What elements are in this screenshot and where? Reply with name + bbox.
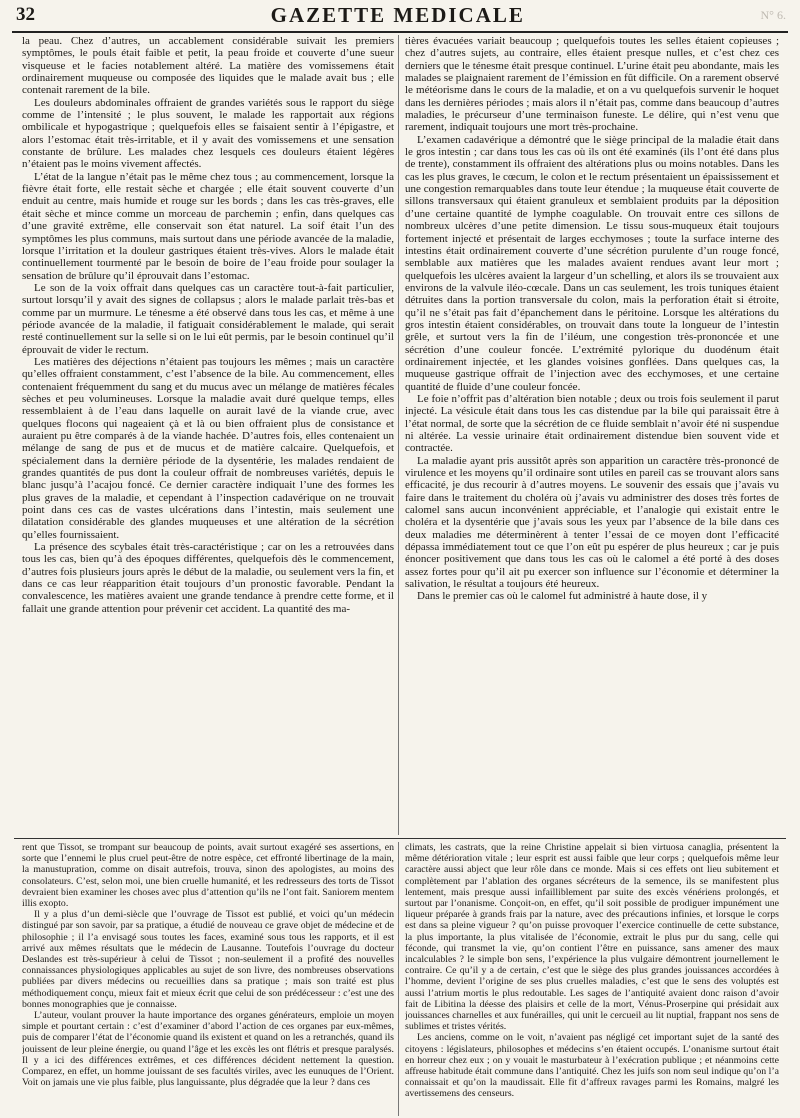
paragraph: L’état de la langue n’était pas le même chez tous ; au commencement, lorsque la fièvre était forte, elle restait sèche et chargée ; elle était souvent couverte d’un enduit au centre, mais humide et rouge sur les bords ; dans les cas très-graves, elle était sèche et mince comme un morceau de parchemin ; enfin, dans quelques cas d’une gravité extrême, elle conservait son état naturel. La soif était l’un des symptômes les plus communs, mais surtout dans une période avancée de la maladie, lorsque l’irritation et la douleur gastriques étaient très-vives. Alors le malade était continuellement tourmenté par le besoin de boire de l’eau froide pour soulager la sensation de brûlure qu’il éprouvait dans l’estomac. bbox=[22, 170, 394, 282]
paragraph: La maladie ayant pris aussitôt après son apparition un caractère très-prononcé de virulence et les moyens qu’il ordinaire sont utiles en pareil cas se trouvant alors sans efficacité, je dus recourir à d’autres moyens. Le souvenir des essais que j’avais vu faire dans le traitement du choléra où j’avais vu administrer des doses très fortes de calomel sans aucun inconvénient appréciable, et l’analogie qui existait entre le choléra et la dysentérie que j’avais sous les yeux par l’absence de la bile dans ces deux maladies me déterminèrent à tenter l’essai de ce moyen dont l’efficacité dépassa immédiatement tout ce que l’on eût pu espérer de plus heureux ; car je puis énoncer positivement que dans tous les cas où le calomel a été porté à des doses assez fortes pour qu’il ait pu exercer son influence sur l’économie et déterminer la salivation, le résultat a toujours été heureux. bbox=[405, 454, 779, 591]
paragraph: Les matières des déjections n’étaient pas toujours les mêmes ; mais un caractère qu’elles offraient constamment, c’est l’absence de la bile. Au commencement, elles contenaient fréquemment du sang et du mucus avec un mélange de matières fécales sèches et peu volumineuses. Lorsque la maladie avait duré quelque temps, elles ressemblaient à de l’eau dans laquelle on aurait lavé de la viande crue, avec quelques flocons qui nageaient çà et là ou bien offraient plus de consistance et auraient pu être comparés à de la viande hachée. D’autres fois, elles contenaient un mélange de sang de pus et de mucus et de matière calcaire. Quelquefois, et spécialement dans la dernière période de la dysentérie, les malades rendaient de grandes quantités de pus dont la couleur offrait de nombreuses variétés, depuis le blanc jusqu’à l’acajou foncé. Ce dernier caractère indiquait l’une des formes les plus graves de la maladie, et cependant à l’inspection cadavérique on ne trouvait point dans ces cas de vastes ulcérations dans l’intestin, mais seulement une dilatation considérable des glandes muqueuses et une altération de la sécrétion qu’elles fournissaient. bbox=[22, 355, 394, 541]
paragraph: Il y a plus d’un demi-siècle que l’ouvrage de Tissot est publié, et voici qu’un médecin distingué par son savoir, par sa pratique, a étudié de nouveau ce grave objet de médecine et de philosophie ; il l’a envisagé sous toutes les faces, examiné sous tous les rapports, et il est arrivé aux mêmes résultats que le médecin de Lausanne. Toutefois l’ouvrage du docteur Deslandes est très-supérieur à celui de Tissot ; non-seulement il a profité des nouvelles connaissances physiologiques applicables au sujet de son livre, des nombreuses observations publiées par divers médecins ou recueillies dans sa pratique ; mais son traité est plus méthodiquement conçu, mieux fait et mieux écrit que celui de son prédécesseur : c’est une des bonnes monographies que je connaisse. bbox=[22, 909, 394, 1010]
paragraph: Le son de la voix offrait dans quelques cas un caractère tout-à-fait particulier, surtout lorsqu’il y avait des signes de collapsus ; alors le malade parlait très-bas et comme par un murmure. Le ténesme a été observé dans tous les cas, et même à une période avancée de la maladie, il fatiguait considérablement le malade, qui serait resté continuellement sur la selle si on le lui eût permis, par le besoin continuel qu’il éprouvait de vider le rectum. bbox=[22, 281, 394, 356]
article-column-left bbox=[22, 35, 394, 835]
feuilleton-column-left bbox=[22, 842, 394, 1116]
paragraph: Le foie n’offrit pas d’altération bien notable ; deux ou trois fois seulement il parut injecté. La vésicule était dans tous les cas distendue par la bile qui paraissait être à l’état normal, de sorte que la sécrétion de ce fluide semblait n’avoir été ni suspendue ni altérée. La vessie urinaire était ordinairement distendue bien souvent vide et contractée. bbox=[405, 392, 779, 455]
paragraph: La présence des scybales était très-caractéristique ; car on les a retrouvées dans tous les cas, bien qu’à des époques différentes, quelquefois dès le commencement, d’autres fois plusieurs jours après le début de la maladie, ou seulement vers la fin, et dans ce cas leur réapparition était toujours d’un pronostic favorable. Pendant la convalescence, les matières avaient une grande tendance à prendre cette forme, et il fallait une grande attention pour prévenir cet accident. La quantité des ma- bbox=[22, 541, 394, 615]
paragraph: la peau. Chez d’autres, un accablement considérable suivait les premiers symptômes, le pouls était faible et petit, la peau froide et couverte d’une sueur visqueuse et le facies notablement altéré. La matière des vomissemens était ordinairement muqueuse ou composée des liquides que le malade avait bus ; elle contenait rarement de la bile. bbox=[22, 35, 394, 97]
column-divider bbox=[398, 35, 399, 835]
paragraph: climats, les castrats, que la reine Christine appelait si bien virtuosa canaglia, présentent la même détérioration vitale ; leur esprit est aussi faible que leur corps ; quelquefois même leur caractère aussi abject que leur rôle dans ce monde. Mais si ces effets ont lieu subitement et complètement par l’ablation des organes sécréteurs de la semence, ils se manifestent plus lentement, mais presque aussi infailliblement par suite des excès vénériens prolongés, et surtout par l’onanisme. Conçoit-on, en effet, qu’il soit possible de prodiguer impunément une liqueur préparée à grands frais par la nature, avec des précautions infinies, et lorsque le corps est dans sa pleine vigueur ? qu’on puisse provoquer l’exercice continuelle de cette substance, la plus importante, la plus vitalisée de l’économie, extrait le plus pur du sang, celle qui féconde, qui transmet la vie, qu’on contient l’être en puissance, sans amener des maux incalculables ? le simple bon sens, l’expérience la plus vulgaire démontrent journellement le contraire. Ce qu’il y a de certain, c’est que le siège des plus grandes jouissances accordées à l’homme, devient l’origine de ses plus cruelles maladies, c’est que le sens des voluptés est aussi l’atrium mortis le plus redoutable. Les sages de l’antiquité avaient donc raison d’avoir fait de Libitina la déesse des plaisirs et celle de la mort, Vénus-Proserpine qui présidait aux jouissances charnelles et aux funérailles, qui unit le cercueil au lit nuptial, frappant nos sens de sublimes et tristes vérités. bbox=[405, 842, 779, 1033]
paragraph: rent que Tissot, se trompant sur beaucoup de points, avait surtout exagéré ses assertions, en sorte que l’ennemi le plus cruel peut-être de notre espèce, cet effronté libertinage de la main, la manustupration, comme on disait autrefois, trouva, sinon des apologistes, au moins des consolateurs. C’est, selon moi, une bien cruelle humanité, et les redresseurs des torts de Tissot devraient bien examiner les choses avec plus d’attention qu’ils ne l’ont fait. Saniorem mentem illis exopto. bbox=[22, 842, 394, 910]
feuilleton-column-right bbox=[405, 842, 779, 1116]
column-divider bbox=[398, 842, 399, 1116]
page-number: 32 bbox=[16, 4, 35, 25]
header-rule bbox=[12, 31, 788, 33]
paragraph: Les anciens, comme on le voit, n’avaient pas négligé cet important sujet de la santé des citoyens : législateurs, philosophes et médecins s’en étaient occupés. L’onanisme surtout était en horreur chez eux ; on y vouait le masturbateur à l’exécration publique ; et néanmoins cette affreuse habitude était commune dans l’antiquité. Chez les juifs son nom seul indique qu’on l’a connaissait et qu’on la maudissait. Elle fit d’affreux ravages parmi les Romains, malgré les avertissemens des censeurs. bbox=[405, 1032, 779, 1100]
paragraph: L’auteur, voulant prouver la haute importance des organes générateurs, emploie un moyen simple et pourtant certain : c’est d’examiner d’abord l’action de ces organes par eux-mêmes, puis de comparer l’état de l’économie quand ils existent et quand on les a retranchés, quand ils jouissent de leur pleine énergie, ou quand l’âge et les excès les ont flétris et presque paralysés. Il y a ici des différences extrêmes, et ces différences décident nettement la question. Comparez, en effet, un homme jouissant de ses facultés viriles, avec les eunuques de l’Orient. Voit on jamais une vie plus faible, plus languissante, plus dégradée que la leur ? dans ces bbox=[22, 1010, 394, 1089]
journal-title: GAZETTE MEDICALE bbox=[270, 2, 525, 27]
paragraph: L’examen cadavérique a démontré que le siège principal de la maladie était dans le gros intestin ; car dans tous les cas où ils ont été examinés (ils l’ont été dans plus de trente), constamment ils offraient des altérations plus ou moins notables. Dans les cas les plus graves, le cœcum, le colon et le rectum présentaient un épaississement et une congestion remarquables dans toute leur étendue ; la muqueuse était couverte de sillons transversaux qui étaient granuleux et semblaient produits par la déposition d’une certaine quantité de lymphe coagulable. On trouvait entre ces sillons de nombreux ulcères d’une petite dimension. Le tissu sous-muqueux était toujours fortement injecté et présentait de larges ecchymoses ; toute la surface interne des intestins était ordinairement couverte d’une sécrétion purulente d’un rouge foncé, semblable aux matières que les malades avaient rendues avant leur mort ; quelquefois les ulcères avaient la largeur d’un schelling, et alors ils se trouvaient aux environs de la valvule iléo-cœcale. Dans un cas seulement, les trois tuniques étaient détruites dans la portion transversale du colon, mais la perforation était si étroite, qu’il ne s’était pas fait d’épanchement dans le péritoine. Lorsque les altérations du gros intestin étaient considérables, on trouvait dans toute la longueur de l’intestin grêle, et surtout vers la fin de l’iléum, une congestion très-prononcée et une sécrétion d’une couleur foncée. L’extrémité pylorique du duodénum était ordinairement injectée, et les glandes voisines gonflées. Dans quelques cas, la muqueuse gastrique offrait de l’injection avec des ecchymoses, et une certaine quantité de fluide d’une couleur foncée. bbox=[405, 133, 779, 393]
paragraph: Les douleurs abdominales offraient de grandes variétés sous le rapport du siège comme de l’intensité ; le plus souvent, le malade les rapportait aux régions ombilicale et hypogastrique ; quelquefois elles se faisaient sentir à l’épigastre, et alors l’estomac était très-irritable, et il y avait des vomissemens et une sensation constante de brûlure. Les malades chez lesquels ces douleurs étaient légères n’étaient pas le moins vivement affectés. bbox=[22, 96, 394, 171]
article-column-right bbox=[405, 35, 779, 835]
paragraph: Dans le premier cas où le calomel fut administré à haute dose, il y bbox=[417, 590, 708, 603]
page-header bbox=[16, 2, 786, 28]
paragraph: tières évacuées variait beaucoup ; quelquefois toutes les selles étaient copieuses ; chez d’autres sujets, au contraire, elles étaient presque nulles, et c’est chez ces derniers que le ténesme était presque continuel. L’urine était peu abondante, mais les malades se plaignaient rarement de l’émission en fût difficile. On a rarement observé le météorisme dans le cours de la maladie, et on a vu quelquefois survenir le hoquet dans les dernières périodes ; mais alors il n’était pas, comme dans beaucoup d’autres maladies, le précurseur d’une terminaison funeste. Le délire, qui n’est venu que rarement, indiquait toujours une mort très-prochaine. bbox=[405, 35, 779, 134]
feuilleton-rule bbox=[14, 838, 786, 839]
issue-number: N° 6. bbox=[760, 7, 786, 22]
